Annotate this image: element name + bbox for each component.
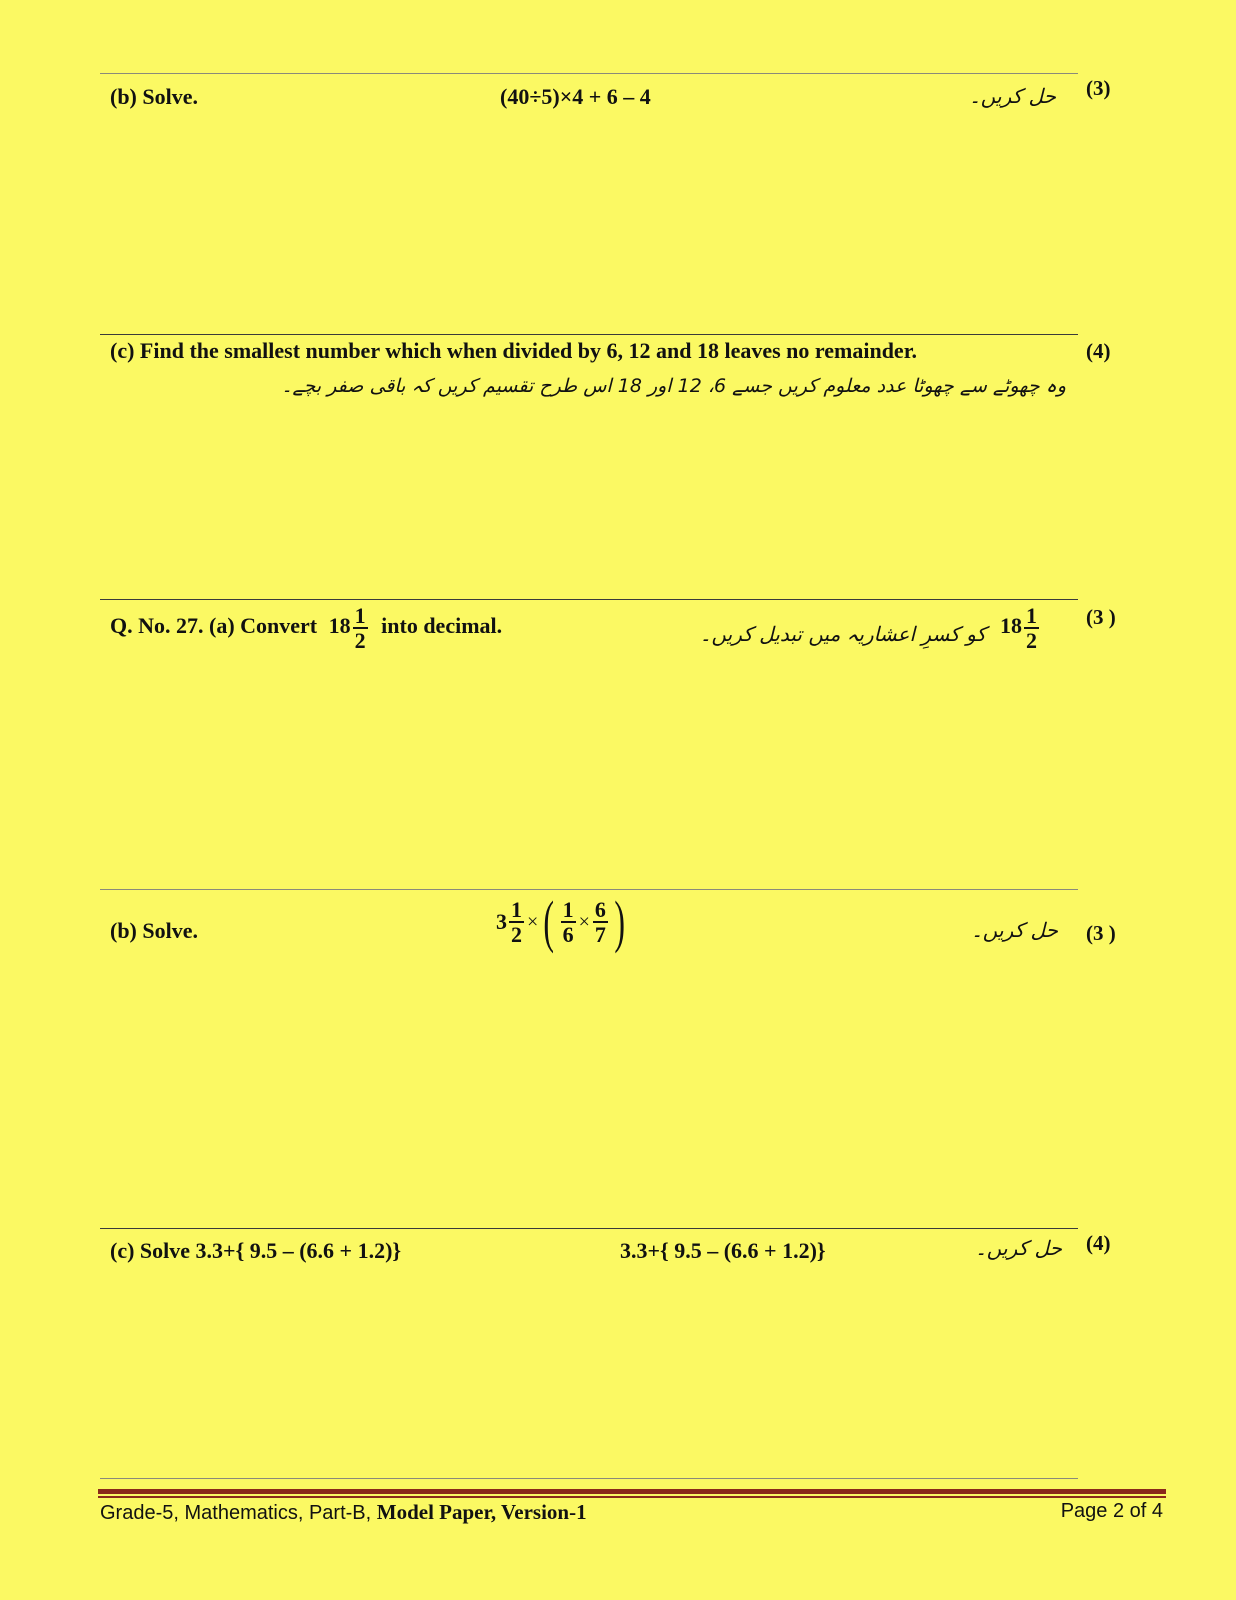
q27a-denominator: 2	[354, 628, 366, 654]
q27a-urdu-whole: 18	[1000, 613, 1022, 639]
q27b-fraction-3	[593, 898, 608, 946]
q27a-urdu-mixed-number	[1000, 604, 1041, 652]
q27b-f2-denominator: 6	[562, 922, 574, 947]
q27b-fraction-2	[561, 898, 576, 946]
q27c-label: (c) Solve 3.3+{ 9.5 – (6.6 + 1.2)}	[110, 1238, 402, 1263]
footer-title-plain: Grade-5, Mathematics, Part-B,	[100, 1502, 377, 1524]
q27a-urdu-denominator: 2	[1026, 628, 1037, 654]
q26c-marks: (4)	[1086, 339, 1111, 363]
q27b-label: (b) Solve.	[110, 918, 198, 943]
q27a-question	[110, 604, 502, 652]
footer-page-number: Page 2 of 4	[1060, 1500, 1163, 1522]
q27a-urdu: کو کسرِ اعشاریہ میں تبدیل کریں۔	[699, 622, 986, 646]
q27b-urdu: حل کریں۔	[971, 918, 1058, 942]
divider-q27a	[100, 599, 1078, 600]
footer-top-rule	[100, 1478, 1078, 1479]
q26c-label: (c) Find the smallest number which when divided by 6, 12 and 18 leaves no remainder.	[110, 338, 917, 363]
q27b-times-1: ×	[527, 910, 539, 933]
q27a-urdu-numerator: 1	[1026, 603, 1037, 628]
q27b-whole: 3	[496, 909, 507, 934]
divider-q26b	[100, 73, 1078, 74]
q26b-expression: (40÷5)×4 + 6 – 4	[500, 84, 651, 109]
q27b-left-paren: (	[543, 889, 555, 954]
footer-title-bold: Model Paper, Version-1	[376, 1500, 587, 1524]
q27a-label-post: into decimal.	[381, 613, 503, 639]
q27c-expression: 3.3+{ 9.5 – (6.6 + 1.2)}	[620, 1238, 826, 1263]
q27a-whole: 18	[328, 613, 351, 639]
q26b-urdu: حل کریں۔	[969, 84, 1056, 108]
q27a-urdu-fraction	[1024, 604, 1039, 652]
q26c-urdu: وہ چھوٹے سے چھوٹا عدد معلوم کریں جسے 6، 12 اور 18 اس طرح تقسیم کریں کہ باقی صفر بچے۔	[281, 375, 1066, 397]
q27a-mixed-number	[328, 603, 376, 654]
q27b-f1-numerator: 1	[511, 896, 522, 922]
q27b-marks: (3 )	[1086, 921, 1116, 945]
q27b-f3-denominator: 7	[594, 922, 606, 947]
q27a-label-pre: Q. No. 27. (a) Convert	[110, 613, 318, 639]
q26b-marks: (3)	[1086, 76, 1111, 100]
divider-q27b	[100, 889, 1078, 890]
q27b-f1-denominator: 2	[511, 922, 522, 947]
footer-thin-rule	[98, 1496, 1166, 1498]
divider-q27c	[100, 1228, 1078, 1229]
q27b-expression	[496, 889, 629, 954]
q27b-right-paren: )	[614, 889, 625, 954]
footer-thick-rule	[98, 1489, 1166, 1494]
q27a-numerator: 1	[354, 603, 366, 628]
q27a-fraction	[353, 604, 368, 652]
q27a-marks: (3 )	[1086, 605, 1116, 629]
footer-document-title	[100, 1500, 587, 1525]
q26b-label: (b) Solve.	[110, 84, 198, 109]
q27c-marks: (4)	[1086, 1231, 1111, 1255]
divider-q26c	[100, 334, 1078, 335]
q27b-times-2: ×	[578, 910, 590, 933]
q27c-urdu: حل کریں۔	[975, 1236, 1062, 1260]
q27b-f2-numerator: 1	[562, 896, 574, 922]
q27b-f3-numerator: 6	[594, 896, 606, 922]
q27b-fraction-1	[509, 898, 524, 946]
